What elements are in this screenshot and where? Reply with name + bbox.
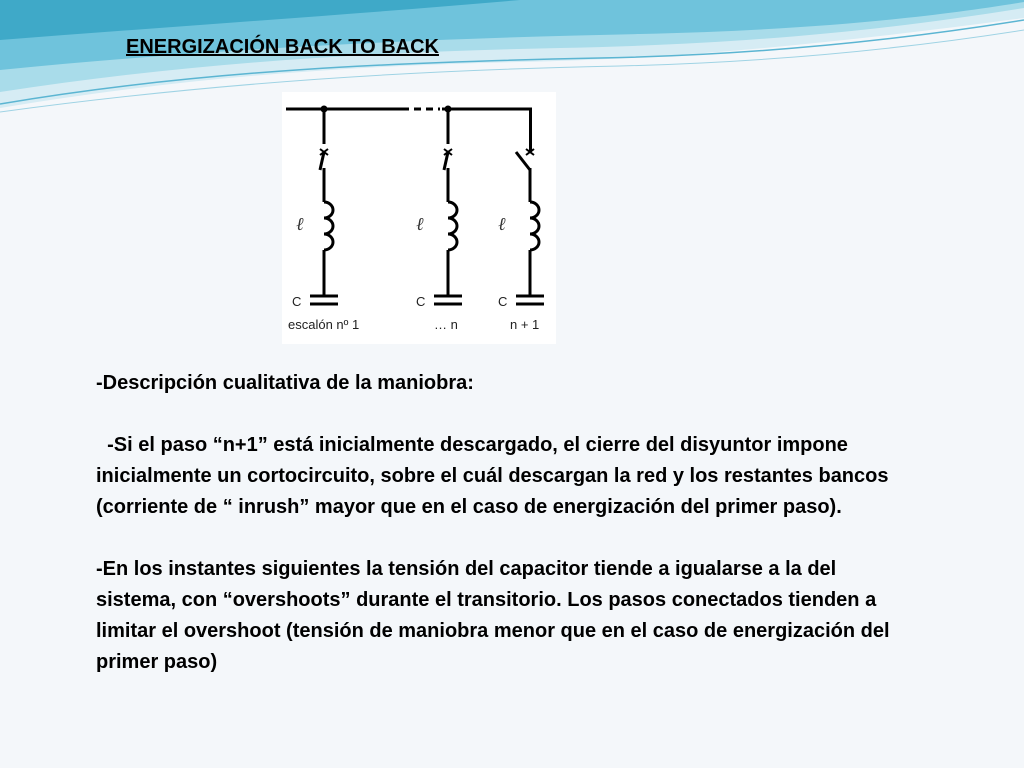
paragraph-inrush: -Si el paso “n+1” está inicialmente descargado, el cierre del disyuntor impone inicialmente un cortocircuito, sobre el cuál descargan la red y los restantes bancos (corriente de “ inrush” mayor que en el caso de energización del primer paso).	[96, 434, 895, 518]
capacitor-label: C	[498, 294, 508, 309]
spacer	[96, 523, 896, 554]
step-label: escalón nº 1	[288, 317, 360, 332]
branch-step-n	[416, 106, 462, 333]
inductor-label: ℓ	[416, 214, 424, 234]
branch-step-n-plus-1	[498, 144, 544, 332]
inductor-coil	[324, 202, 333, 250]
circuit-diagram	[282, 92, 556, 344]
step-label: n + 1	[510, 317, 540, 332]
inductor-label: ℓ	[296, 214, 304, 234]
inductor-coil	[448, 202, 457, 250]
section-heading: -Descripción cualitativa de la maniobra:	[96, 372, 474, 394]
spacer	[96, 399, 896, 430]
paragraph-overshoot: -En los instantes siguientes la tensión del capacitor tiende a igualarse a la del sistema, con “overshoots” durante el transitorio. Los pasos conectados tienden a limitar el overshoot (tensión de maniobra menor que en el caso de energización del primer paso)	[96, 558, 890, 673]
slide-body	[96, 368, 896, 678]
slide-title: ENERGIZACIÓN BACK TO BACK	[126, 36, 439, 58]
capacitor-label: C	[416, 294, 426, 309]
capacitor-label: C	[292, 294, 302, 309]
step-label: … n	[434, 317, 458, 332]
inductor-coil	[530, 202, 539, 250]
inductor-label: ℓ	[498, 214, 506, 234]
branch-step-1	[288, 106, 359, 333]
